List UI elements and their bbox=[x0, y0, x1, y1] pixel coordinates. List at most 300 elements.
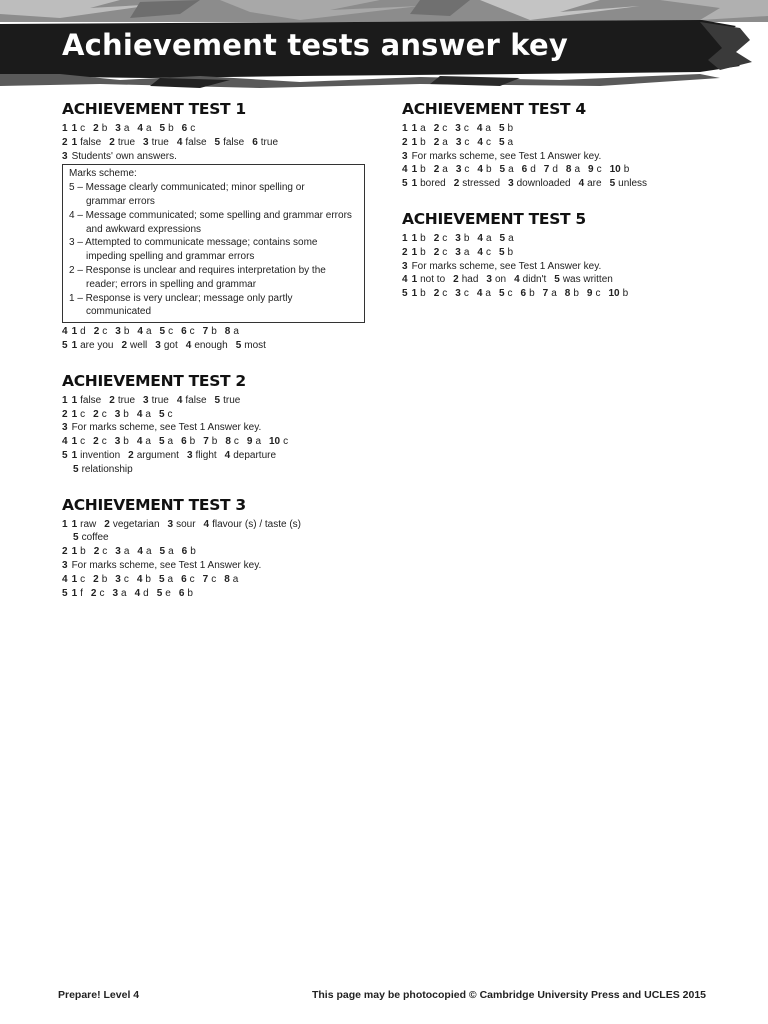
item-number: 8 bbox=[224, 573, 230, 585]
section-title: ACHIEVEMENT TEST 3 bbox=[62, 495, 246, 514]
item-number: 1 bbox=[71, 587, 78, 599]
marks-scheme-line: grammar errors bbox=[86, 195, 155, 207]
answer-text: c bbox=[99, 587, 105, 599]
answer-text: a bbox=[121, 587, 127, 599]
item-number: 4 bbox=[137, 546, 143, 558]
answer-text: a bbox=[574, 164, 580, 176]
answer-text: c bbox=[80, 436, 86, 448]
item-number: 8 bbox=[225, 436, 231, 448]
marks-scheme-line: reader; errors in spelling and grammar bbox=[86, 278, 257, 290]
question-number: 5 bbox=[62, 449, 68, 461]
answer-text: e bbox=[165, 587, 171, 599]
item-number: 7 bbox=[202, 326, 209, 338]
item-number: 6 bbox=[181, 436, 187, 448]
answer-line bbox=[62, 449, 372, 463]
question-number: 2 bbox=[402, 136, 408, 148]
answer-text: b bbox=[189, 436, 196, 448]
item-number: 1 bbox=[71, 408, 78, 420]
item-number: 1 bbox=[411, 136, 418, 148]
answer-text: are you bbox=[80, 339, 114, 351]
answer-text: d bbox=[552, 164, 558, 176]
answer-text: c bbox=[190, 123, 196, 134]
answer-text: b bbox=[420, 136, 426, 148]
answer-text: b bbox=[573, 288, 579, 300]
answer-line bbox=[62, 421, 372, 435]
answer-line bbox=[62, 408, 372, 422]
answer-text: c bbox=[233, 436, 239, 448]
question-number: 3 bbox=[62, 559, 68, 571]
question-number: 1 bbox=[62, 518, 68, 530]
answer-text: b bbox=[190, 546, 196, 558]
item-number: 3 bbox=[455, 136, 462, 148]
item-number: 1 bbox=[71, 136, 78, 148]
answer-text: c bbox=[80, 573, 86, 585]
marks-scheme-line: impeding spelling and grammar errors bbox=[86, 251, 255, 263]
answer-text: b bbox=[211, 436, 218, 448]
item-number: 2 bbox=[433, 136, 440, 148]
marks-scheme-line: 3 – Attempted to communicate message; contains some bbox=[69, 237, 318, 249]
answer-text: raw bbox=[80, 518, 97, 530]
left-column bbox=[62, 100, 372, 619]
marks-scheme-line: 5 – Message clearly communicated; minor spelling or bbox=[69, 182, 305, 194]
item-number: 5 bbox=[499, 232, 506, 244]
item-number: 1 bbox=[411, 123, 418, 134]
right-column bbox=[402, 100, 742, 320]
question-number: 4 bbox=[62, 436, 68, 448]
answer-text: b bbox=[529, 288, 535, 300]
item-number: 2 bbox=[433, 232, 440, 244]
item-number: 3 bbox=[155, 339, 161, 351]
answer-text: c bbox=[168, 326, 174, 338]
item-number: 2 bbox=[93, 436, 99, 448]
item-number: 1 bbox=[411, 274, 418, 286]
question-number: 2 bbox=[62, 408, 68, 420]
test-section bbox=[402, 100, 742, 191]
answer-text: For marks scheme, see Test 1 Answer key. bbox=[71, 559, 262, 571]
answer-text: b bbox=[507, 246, 514, 258]
item-number: 1 bbox=[71, 436, 78, 448]
item-number: 2 bbox=[93, 408, 99, 420]
answer-text: true bbox=[223, 394, 241, 406]
answer-text: c bbox=[442, 123, 448, 134]
answer-line bbox=[62, 559, 372, 573]
answer-text: a bbox=[485, 288, 491, 300]
question-number: 1 bbox=[62, 394, 68, 406]
answer-text: true bbox=[151, 136, 169, 148]
answer-text: c bbox=[101, 436, 107, 448]
item-number: 2 bbox=[104, 518, 110, 530]
item-number: 1 bbox=[71, 394, 78, 406]
item-number: 5 bbox=[235, 339, 242, 351]
answer-text: c bbox=[442, 246, 448, 258]
answer-text: b bbox=[80, 546, 86, 558]
answer-text: d bbox=[143, 587, 149, 599]
item-number: 3 bbox=[115, 546, 121, 558]
item-number: 5 bbox=[554, 274, 560, 286]
answer-text: For marks scheme, see Test 1 Answer key. bbox=[411, 260, 602, 272]
answer-text: a bbox=[145, 436, 151, 448]
item-number: 4 bbox=[203, 518, 210, 530]
answer-text: true bbox=[260, 136, 279, 148]
item-number: 5 bbox=[609, 178, 616, 190]
answer-text: a bbox=[167, 436, 174, 448]
item-number: 5 bbox=[158, 408, 165, 420]
item-number: 5 bbox=[158, 436, 165, 448]
question-number: 4 bbox=[62, 326, 68, 338]
test-section bbox=[62, 372, 372, 477]
answer-text: well bbox=[130, 339, 148, 351]
item-number: 4 bbox=[136, 436, 143, 448]
item-number: 3 bbox=[455, 232, 461, 244]
item-number: 6 bbox=[181, 546, 188, 558]
answer-text: b bbox=[507, 123, 514, 134]
question-number: 5 bbox=[402, 178, 408, 190]
question-number: 4 bbox=[62, 573, 68, 585]
section-title: ACHIEVEMENT TEST 4 bbox=[402, 100, 586, 118]
answer-text: b bbox=[420, 164, 426, 176]
answer-text: flavour (s) / taste (s) bbox=[212, 518, 301, 530]
item-number: 1 bbox=[71, 449, 78, 461]
answer-text: a bbox=[551, 288, 557, 300]
answer-text: didn't bbox=[522, 274, 547, 286]
answer-text: b bbox=[187, 587, 193, 599]
answer-line bbox=[402, 177, 742, 191]
item-number: 1 bbox=[411, 164, 418, 176]
answer-line bbox=[402, 232, 742, 246]
item-number: 4 bbox=[477, 246, 483, 258]
item-number: 4 bbox=[224, 449, 231, 461]
item-number: 5 bbox=[159, 123, 166, 134]
answer-text: c bbox=[464, 136, 470, 148]
answer-line bbox=[62, 518, 372, 532]
item-number: 2 bbox=[453, 274, 459, 286]
item-number: 6 bbox=[181, 573, 187, 585]
item-number: 5 bbox=[158, 573, 165, 585]
item-number: 4 bbox=[136, 408, 143, 420]
item-number: 5 bbox=[159, 326, 166, 338]
answer-text: b bbox=[420, 232, 426, 244]
item-number: 2 bbox=[433, 246, 440, 258]
question-number: 4 bbox=[402, 164, 408, 176]
answer-text: a bbox=[508, 164, 514, 176]
answer-text: a bbox=[463, 246, 470, 258]
item-number: 1 bbox=[71, 518, 78, 530]
item-number: 3 bbox=[167, 518, 174, 530]
item-number: 7 bbox=[543, 164, 550, 176]
item-number: 4 bbox=[176, 394, 183, 406]
answer-text: flight bbox=[195, 449, 217, 461]
answer-text: b bbox=[463, 232, 470, 244]
item-number: 1 bbox=[71, 573, 78, 585]
item-number: 8 bbox=[565, 164, 572, 176]
answer-text: b bbox=[101, 573, 108, 585]
answer-text: c bbox=[283, 436, 289, 448]
item-number: 1 bbox=[411, 246, 418, 258]
answer-text: b bbox=[420, 246, 426, 258]
answer-text: b bbox=[145, 573, 151, 585]
item-number: 6 bbox=[178, 587, 185, 599]
answer-text: a bbox=[168, 546, 174, 558]
answer-text: argument bbox=[136, 449, 179, 461]
item-number: 2 bbox=[128, 449, 134, 461]
answer-text: bored bbox=[420, 178, 446, 190]
answer-text: most bbox=[244, 339, 266, 351]
item-number: 4 bbox=[477, 164, 483, 176]
item-number: 2 bbox=[93, 123, 99, 134]
answer-line bbox=[402, 136, 742, 150]
answer-text: had bbox=[461, 274, 479, 286]
section-title: ACHIEVEMENT TEST 1 bbox=[62, 100, 246, 118]
item-number: 3 bbox=[143, 136, 149, 148]
answer-text: c bbox=[595, 288, 601, 300]
question-number: 4 bbox=[402, 274, 408, 286]
test-section bbox=[62, 496, 372, 601]
answer-line bbox=[402, 287, 742, 301]
question-number: 3 bbox=[402, 260, 408, 272]
item-number: 4 bbox=[477, 136, 483, 148]
item-number: 9 bbox=[586, 288, 593, 300]
answer-line bbox=[62, 573, 372, 587]
answer-text: f bbox=[80, 587, 83, 599]
item-number: 6 bbox=[521, 164, 528, 176]
marks-scheme-line: communicated bbox=[86, 306, 152, 318]
answer-text: c bbox=[507, 288, 513, 300]
item-number: 6 bbox=[181, 123, 188, 134]
answer-text: true bbox=[117, 394, 136, 406]
answer-text: false bbox=[80, 394, 102, 406]
question-number: 2 bbox=[62, 546, 68, 558]
answer-text: a bbox=[507, 136, 514, 148]
answer-text: false bbox=[185, 136, 207, 148]
item-number: 2 bbox=[109, 394, 115, 406]
item-number: 1 bbox=[71, 123, 78, 134]
answer-text: b bbox=[123, 326, 130, 338]
answer-text: a bbox=[232, 573, 239, 585]
answer-text: Students' own answers. bbox=[71, 150, 177, 162]
answer-line bbox=[62, 435, 372, 449]
answer-text: unless bbox=[618, 178, 648, 190]
item-number: 4 bbox=[185, 339, 192, 351]
item-number: 4 bbox=[136, 573, 143, 585]
item-number: 2 bbox=[93, 546, 100, 558]
answer-text: a bbox=[145, 546, 152, 558]
answer-text: c bbox=[80, 408, 86, 420]
question-number: 5 bbox=[62, 587, 68, 599]
question-number: 1 bbox=[62, 123, 68, 134]
answer-text: c bbox=[123, 573, 129, 585]
answer-text: a bbox=[420, 123, 426, 134]
question-number: 1 bbox=[402, 123, 408, 134]
answer-text: c bbox=[596, 164, 602, 176]
item-number: 8 bbox=[564, 288, 571, 300]
answer-text: a bbox=[145, 123, 152, 134]
item-number: 4 bbox=[134, 587, 141, 599]
answer-text: invention bbox=[80, 449, 121, 461]
item-number: 5 bbox=[499, 164, 506, 176]
item-number: 3 bbox=[455, 288, 461, 300]
item-number: 5 bbox=[498, 288, 505, 300]
item-number: 4 bbox=[514, 274, 520, 286]
answer-line bbox=[402, 273, 742, 287]
answer-text: c bbox=[80, 123, 86, 134]
answer-text: not to bbox=[420, 274, 446, 286]
item-number: 2 bbox=[93, 326, 100, 338]
answer-text: false bbox=[80, 136, 102, 148]
item-number: 1 bbox=[411, 178, 418, 190]
answer-text: b bbox=[101, 123, 108, 134]
question-number: 5 bbox=[62, 339, 68, 351]
answer-text: c bbox=[167, 408, 173, 420]
item-number: 3 bbox=[455, 246, 461, 258]
item-number: 7 bbox=[542, 288, 549, 300]
footer-copyright: This page may be photocopied © Cambridge University Press and UCLES 2015 bbox=[311, 989, 706, 1001]
item-number: 5 bbox=[214, 394, 221, 406]
answer-text: downloaded bbox=[516, 178, 571, 190]
answer-line bbox=[402, 122, 742, 136]
answer-text: b bbox=[168, 123, 174, 134]
item-number: 2 bbox=[453, 178, 460, 190]
answer-text: b bbox=[623, 164, 630, 176]
marks-scheme-line: 2 – Response is unclear and requires interpretation by the bbox=[69, 264, 326, 276]
item-number: 3 bbox=[143, 394, 149, 406]
item-number: 4 bbox=[578, 178, 585, 190]
question-number: 3 bbox=[62, 422, 68, 434]
answer-line bbox=[62, 136, 372, 150]
answer-text: For marks scheme, see Test 1 Answer key. bbox=[411, 150, 602, 162]
answer-text: c bbox=[102, 326, 108, 338]
item-number: 4 bbox=[477, 232, 483, 244]
marks-scheme-line: 4 – Message communicated; some spelling and grammar errors bbox=[69, 209, 352, 221]
answer-text: b bbox=[211, 326, 217, 338]
item-number: 5 bbox=[73, 463, 79, 475]
answer-text: c bbox=[189, 573, 195, 585]
answer-text: b bbox=[123, 408, 129, 420]
test-section bbox=[402, 210, 742, 301]
answer-text: d bbox=[530, 164, 536, 176]
item-number: 3 bbox=[112, 587, 119, 599]
answer-text: true bbox=[151, 394, 169, 406]
item-number: 1 bbox=[71, 326, 78, 338]
answer-text: false bbox=[223, 136, 245, 148]
item-number: 3 bbox=[508, 178, 514, 190]
answer-line bbox=[62, 339, 372, 353]
question-number: 5 bbox=[402, 288, 408, 300]
answer-text: a bbox=[442, 136, 448, 148]
item-number: 5 bbox=[73, 532, 79, 544]
answer-text: a bbox=[123, 123, 130, 134]
item-number: 3 bbox=[115, 573, 121, 585]
item-number: 1 bbox=[411, 288, 418, 300]
answer-text: c bbox=[101, 408, 107, 420]
section-title: ACHIEVEMENT TEST 2 bbox=[62, 371, 246, 390]
answer-text: c bbox=[463, 123, 469, 134]
item-number: 3 bbox=[115, 326, 121, 338]
answer-text: a bbox=[167, 573, 174, 585]
footer-level: Prepare! Level 4 bbox=[58, 989, 140, 1001]
answer-line bbox=[62, 587, 372, 601]
question-number: 1 bbox=[402, 232, 408, 244]
answer-line bbox=[62, 150, 372, 164]
answer-text: a bbox=[123, 546, 130, 558]
answer-text: stressed bbox=[462, 178, 501, 190]
item-number: 2 bbox=[433, 164, 440, 176]
item-number: 3 bbox=[114, 408, 121, 420]
answer-text: c bbox=[211, 573, 217, 585]
marks-scheme-line: 1 – Response is very unclear; message only partly bbox=[69, 292, 293, 304]
item-number: 10 bbox=[609, 164, 621, 176]
item-number: 1 bbox=[411, 232, 418, 244]
question-number: 3 bbox=[62, 150, 68, 162]
item-number: 2 bbox=[90, 587, 97, 599]
item-number: 5 bbox=[498, 246, 505, 258]
item-number: 5 bbox=[498, 136, 505, 148]
item-number: 5 bbox=[214, 136, 221, 148]
answer-text: enough bbox=[194, 339, 228, 351]
answer-text: d bbox=[80, 326, 86, 338]
item-number: 2 bbox=[109, 136, 115, 148]
item-number: 4 bbox=[476, 123, 483, 134]
answer-text: false bbox=[185, 394, 207, 406]
answer-text: c bbox=[189, 326, 195, 338]
test-section bbox=[62, 100, 372, 353]
answer-text: c bbox=[485, 136, 491, 148]
answer-text: a bbox=[145, 326, 152, 338]
answer-text: on bbox=[494, 274, 507, 286]
item-number: 3 bbox=[455, 123, 461, 134]
page-title: Achievement tests answer key bbox=[62, 28, 568, 62]
item-number: 9 bbox=[246, 436, 253, 448]
answer-text: a bbox=[508, 232, 514, 244]
answer-text: a bbox=[485, 232, 492, 244]
item-number: 4 bbox=[137, 123, 143, 134]
answer-text: For marks scheme, see Test 1 Answer key. bbox=[71, 422, 262, 434]
answer-text: true bbox=[117, 136, 136, 148]
answer-text: coffee bbox=[81, 532, 109, 544]
item-number: 4 bbox=[476, 288, 483, 300]
item-number: 2 bbox=[433, 288, 440, 300]
question-number: 3 bbox=[402, 150, 408, 162]
answer-line bbox=[62, 394, 372, 408]
answer-line bbox=[402, 163, 742, 177]
item-number: 8 bbox=[224, 326, 231, 338]
answer-text: b bbox=[622, 288, 629, 300]
item-number: 2 bbox=[93, 573, 99, 585]
answer-text: b bbox=[123, 436, 129, 448]
item-number: 5 bbox=[156, 587, 163, 599]
answer-text: a bbox=[485, 123, 491, 134]
item-number: 3 bbox=[115, 123, 121, 134]
answer-line bbox=[62, 531, 372, 545]
answer-text: got bbox=[163, 339, 178, 351]
item-number: 9 bbox=[588, 164, 594, 176]
answer-line bbox=[62, 463, 372, 477]
marks-scheme-line: and awkward expressions bbox=[86, 223, 202, 235]
item-number: 3 bbox=[455, 164, 462, 176]
answer-line bbox=[62, 545, 372, 559]
answer-text: sour bbox=[176, 518, 196, 530]
answer-text: c bbox=[485, 246, 491, 258]
answer-text: b bbox=[420, 288, 426, 300]
item-number: 4 bbox=[137, 326, 143, 338]
item-number: 6 bbox=[520, 288, 527, 300]
answer-text: c bbox=[464, 164, 470, 176]
question-number: 2 bbox=[402, 246, 408, 258]
answer-text: c bbox=[463, 288, 469, 300]
answer-line bbox=[62, 122, 372, 136]
item-number: 10 bbox=[608, 288, 620, 300]
item-number: 3 bbox=[186, 449, 193, 461]
answer-text: relationship bbox=[81, 463, 133, 475]
